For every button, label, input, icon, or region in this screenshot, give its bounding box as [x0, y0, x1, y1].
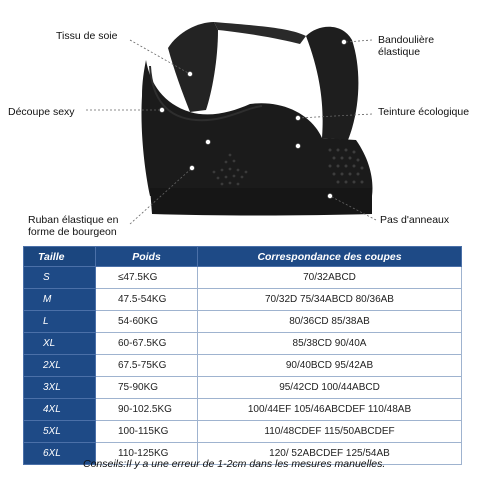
cups-cell: 90/40BCD 95/42AB — [198, 355, 462, 377]
size-cell: L — [24, 311, 96, 333]
table-row — [24, 311, 462, 333]
table-row — [24, 333, 462, 355]
weight-cell: 54-60KG — [96, 311, 198, 333]
weight-cell: 60-67.5KG — [96, 333, 198, 355]
table-row — [24, 399, 462, 421]
table-row — [24, 289, 462, 311]
bottom-band — [150, 188, 372, 216]
header-size: Taille — [24, 247, 96, 267]
size-cell: 2XL — [24, 355, 96, 377]
size-cell: S — [24, 267, 96, 289]
size-table — [23, 246, 462, 465]
label-no-rings: Pas d'anneaux — [380, 214, 450, 226]
label-sexy-cut: Découpe sexy — [8, 106, 75, 118]
size-cell: M — [24, 289, 96, 311]
table-header-row — [24, 247, 462, 267]
right-strap — [306, 27, 358, 140]
label-silk-fabric: Tissu de soie — [56, 30, 118, 42]
weight-cell: 75-90KG — [96, 377, 198, 399]
size-cell: 4XL — [24, 399, 96, 421]
cups-cell: 70/32D 75/34ABCD 80/36AB — [198, 289, 462, 311]
cups-cell: 95/42CD 100/44ABCD — [198, 377, 462, 399]
cups-cell: 85/38CD 90/40A — [198, 333, 462, 355]
cups-cell: 120/ 52ABCDEF 125/54AB — [198, 443, 462, 465]
label-shoulder-strap: Bandoulière élastique — [378, 34, 435, 58]
header-weight: Poids — [96, 247, 198, 267]
cups-cell: 80/36CD 85/38AB — [198, 311, 462, 333]
size-cell: 5XL — [24, 421, 96, 443]
measurement-note: Conseils:Il y a une erreur de 1-2cm dans les mesures manuelles. — [83, 458, 386, 470]
size-cell: 3XL — [24, 377, 96, 399]
table-row — [24, 421, 462, 443]
table-row — [24, 267, 462, 289]
header-cups: Correspondance des coupes — [198, 247, 462, 267]
weight-cell: 110-125KG — [96, 443, 198, 465]
cups-cell: 100/44EF 105/46ABCDEF 110/48AB — [198, 399, 462, 421]
weight-cell: ≤47.5KG — [96, 267, 198, 289]
cups-cell: 110/48CDEF 115/50ABCDEF — [198, 421, 462, 443]
weight-cell: 90-102.5KG — [96, 399, 198, 421]
size-cell: XL — [24, 333, 96, 355]
size-cell: 6XL — [24, 443, 96, 465]
label-elastic-band: Ruban élastique en forme de bourgeon — [28, 214, 119, 238]
table-row — [24, 377, 462, 399]
weight-cell: 67.5-75KG — [96, 355, 198, 377]
left-strap — [168, 22, 218, 112]
label-eco-dye: Teinture écologique — [378, 106, 470, 118]
table-row — [24, 355, 462, 377]
weight-cell: 100-115KG — [96, 421, 198, 443]
weight-cell: 47.5-54KG — [96, 289, 198, 311]
cups-cell: 70/32ABCD — [198, 267, 462, 289]
